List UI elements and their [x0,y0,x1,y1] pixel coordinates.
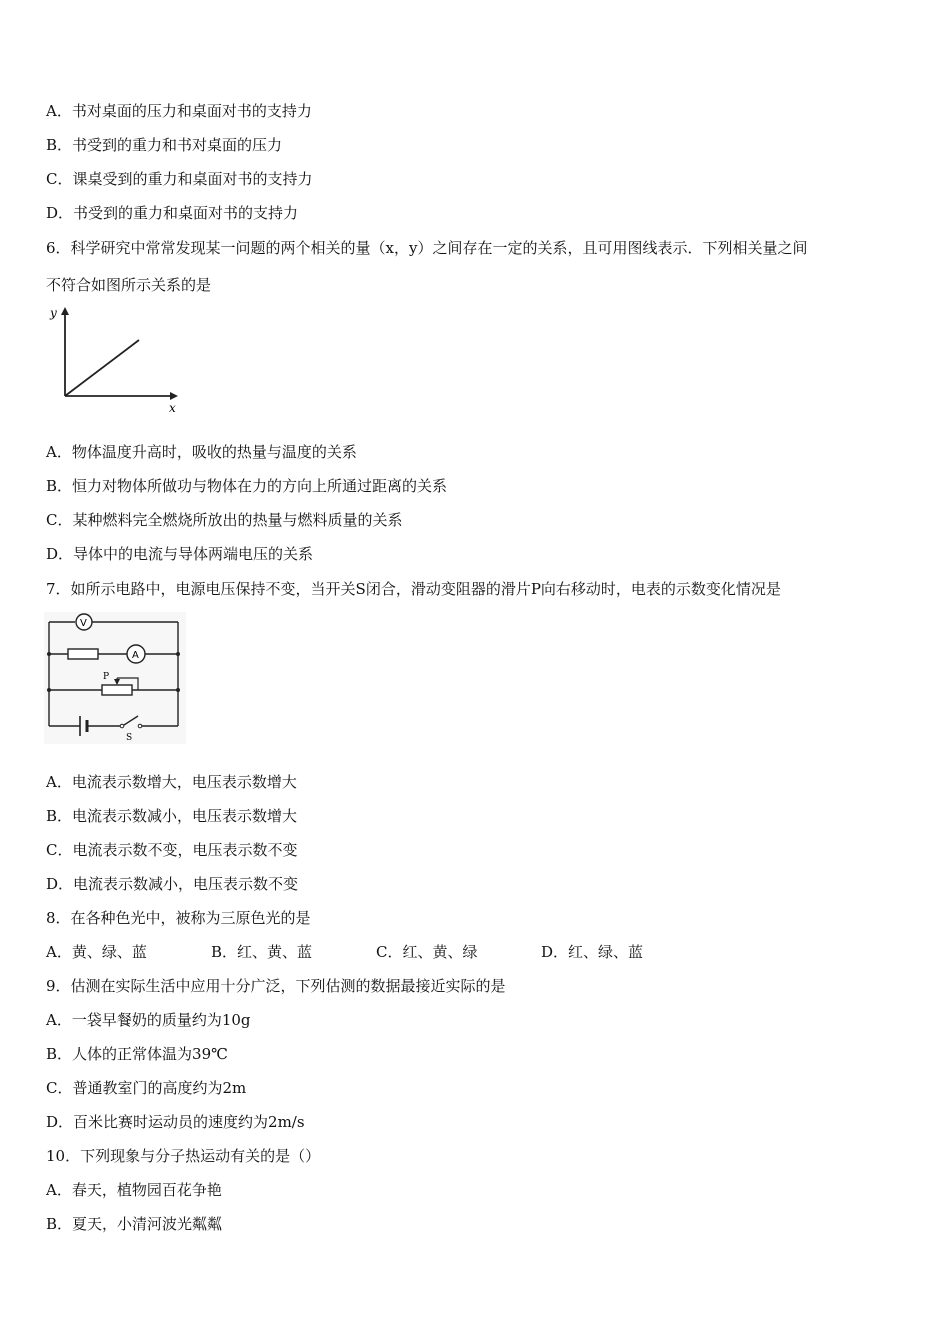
q8-options-row [46,942,643,962]
q8-option-b: B．红、黄、蓝 [211,943,313,961]
q9-option-d: D．百米比赛时运动员的速度约为2m/s [46,1113,305,1131]
q5-option-d: D．书受到的重力和桌面对书的支持力 [46,204,299,222]
q7-option-d: D．电流表示数减小，电压表示数不变 [46,875,299,893]
q7-option-b: B．电流表示数减小，电压表示数增大 [46,807,298,825]
q10-stem: 10．下列现象与分子热运动有关的是（） [46,1147,321,1165]
q6-line-graph [44,304,194,419]
switch-label: S [126,733,133,743]
x-axis-label: x [169,401,176,415]
q8-option-c: C．红、黄、绿 [376,943,478,961]
q7-stem: 7．如所示电路中，电源电压保持不变，当开关S闭合，滑动变阻器的滑片P向右移动时，电表的示数变化情况是 [46,580,781,598]
q10-option-a: A．春天，植物园百花争艳 [46,1181,222,1199]
voltmeter-label: V [80,618,87,629]
q6-option-a: A．物体温度升高时，吸收的热量与温度的关系 [46,443,357,461]
rheostat-icon [102,685,132,695]
q6-stem-line1: 6．科学研究中常常发现某一问题的两个相关的量（x，y）之间存在一定的关系，且可用图线表示．下列相关量之间 [46,239,808,257]
q6-option-c: C．某种燃料完全燃烧所放出的热量与燃料质量的关系 [46,511,403,529]
x-axis-arrow [170,392,178,400]
q7-option-a: A．电流表示数增大，电压表示数增大 [46,773,297,791]
ammeter-label: A [132,650,139,661]
q8-option-d: D．红、绿、蓝 [541,943,644,961]
q10-option-b: B．夏天，小清河波光粼粼 [46,1215,223,1233]
resistor-icon [68,649,98,659]
q5-option-a: A．书对桌面的压力和桌面对书的支持力 [46,102,312,120]
q7-option-c: C．电流表示数不变，电压表示数不变 [46,841,298,859]
q5-option-c: C．课桌受到的重力和桌面对书的支持力 [46,170,313,188]
q6-option-d: D．导体中的电流与导体两端电压的关系 [46,545,314,563]
q8-option-a: A．黄、绿、蓝 [46,943,147,961]
y-axis-label: y [50,306,57,320]
q9-option-b: B．人体的正常体温为39℃ [46,1045,228,1063]
q9-option-a: A．一袋早餐奶的质量约为10g [46,1011,251,1029]
q6-stem-line2: 不符合如图所示关系的是 [46,276,212,294]
q6-option-b: B．恒力对物体所做功与物体在力的方向上所通过距离的关系 [46,477,448,495]
q7-circuit-diagram [44,612,186,744]
y-axis-arrow [61,307,69,315]
slider-label: P [103,672,110,682]
q9-stem: 9．估测在实际生活中应用十分广泛，下列估测的数据最接近实际的是 [46,977,506,995]
q8-stem: 8．在各种色光中，被称为三原色光的是 [46,909,311,927]
q9-option-c: C．普通教室门的高度约为2m [46,1079,247,1097]
proportional-line [65,340,139,396]
q5-option-b: B．书受到的重力和书对桌面的压力 [46,136,283,154]
